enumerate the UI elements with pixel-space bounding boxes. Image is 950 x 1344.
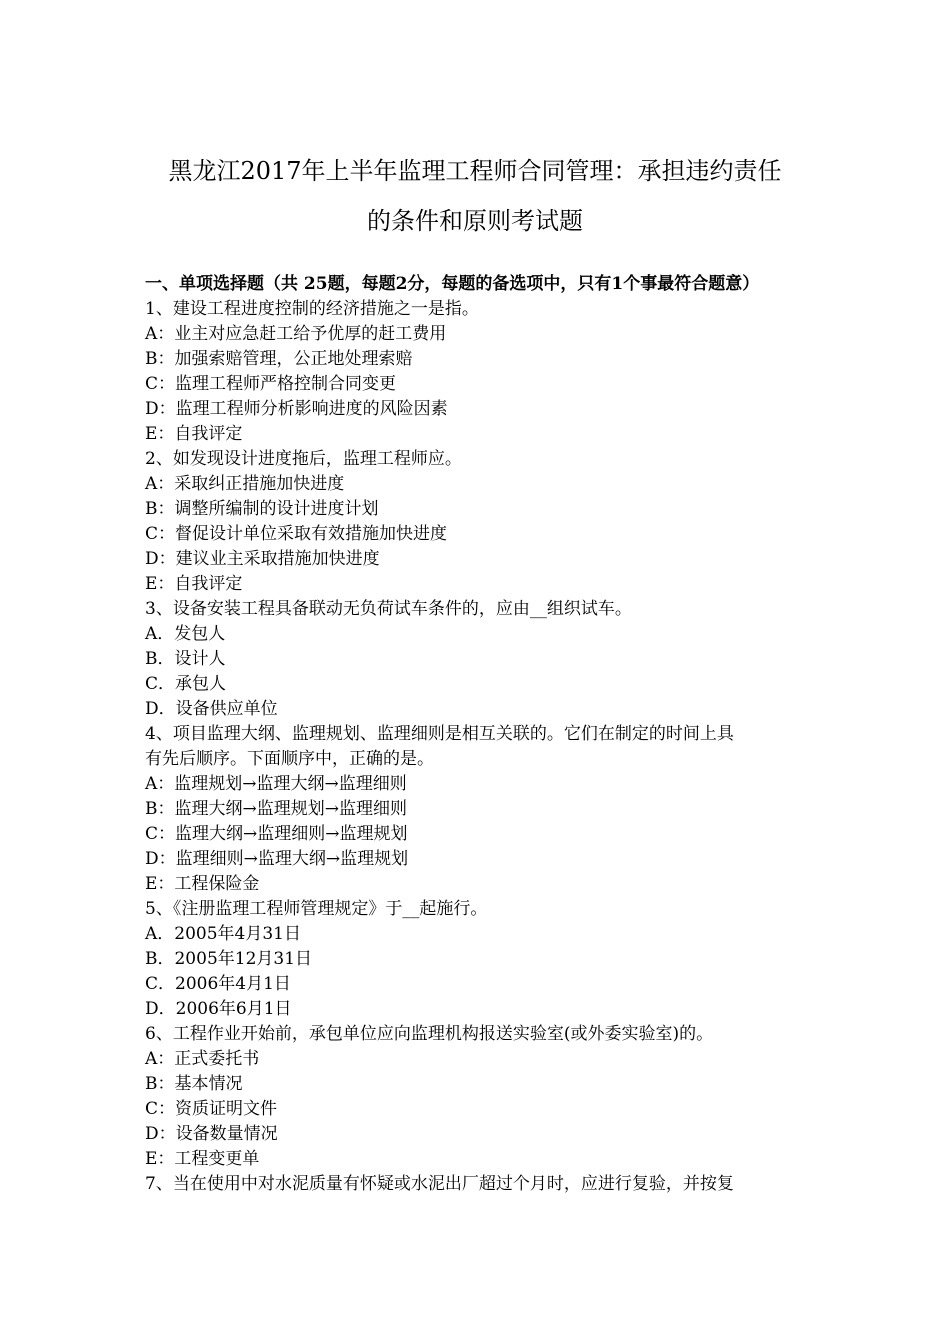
text-line: A：监理规划→监理大纲→监理细则 <box>145 774 407 794</box>
text-line: C：资质证明文件 <box>145 1099 278 1119</box>
text-line: C．2006年4月1日 <box>145 974 291 994</box>
text-line: E：工程保险金 <box>145 874 260 894</box>
text-line: D：设备数量情况 <box>145 1124 278 1144</box>
title-line-1: 黑龙江2017年上半年监理工程师合同管理：承担违约责任 <box>168 157 782 185</box>
text-line: A．发包人 <box>145 624 226 644</box>
text-line: E：自我评定 <box>145 424 243 444</box>
text-line: D：建议业主采取措施加快进度 <box>145 549 380 569</box>
text-line: B：监理大纲→监理规划→监理细则 <box>145 799 407 819</box>
section-heading: 一、单项选择题（共 25题，每题2分，每题的备选项中，只有1个事最符合题意） <box>145 274 760 294</box>
text-line: 7、当在使用中对水泥质量有怀疑或水泥出厂超过个月时，应进行复验，并按复 <box>145 1174 734 1194</box>
text-line: 2、如发现设计进度拖后，监理工程师应。 <box>145 449 462 469</box>
text-line: 4、项目监理大纲、监理规划、监理细则是相互关联的。它们在制定的时间上具 <box>145 724 734 744</box>
text-line: A：正式委托书 <box>145 1049 260 1069</box>
text-line: C：督促设计单位采取有效措施加快进度 <box>145 524 448 544</box>
text-line: D：监理细则→监理大纲→监理规划 <box>145 849 409 869</box>
title-line-2: 的条件和原则考试题 <box>367 207 583 235</box>
text-line: A．2005年4月31日 <box>145 924 301 944</box>
question-list <box>145 297 807 1197</box>
text-line: D．2006年6月1日 <box>145 999 292 1019</box>
text-line: 有先后顺序。下面顺序中，正确的是。 <box>145 749 434 769</box>
document-title <box>120 146 830 246</box>
document-body <box>145 272 807 1197</box>
text-line: B．2005年12月31日 <box>145 949 313 969</box>
text-line: E：自我评定 <box>145 574 243 594</box>
text-line: C．承包人 <box>145 674 227 694</box>
text-line: 6、工程作业开始前，承包单位应向监理机构报送实验室(或外委实验室)的。 <box>145 1024 714 1044</box>
text-line: D．设备供应单位 <box>145 699 278 719</box>
text-line: B：基本情况 <box>145 1074 243 1094</box>
text-line: 5、《注册监理工程师管理规定》于__起施行。 <box>145 899 488 919</box>
text-line: 1、建设工程进度控制的经济措施之一是指。 <box>145 299 479 319</box>
text-line: B：调整所编制的设计进度计划 <box>145 499 379 519</box>
text-line: D：监理工程师分析影响进度的风险因素 <box>145 399 448 419</box>
text-line: C：监理工程师严格控制合同变更 <box>145 374 397 394</box>
text-line: A：采取纠正措施加快进度 <box>145 474 345 494</box>
text-line: A：业主对应急赶工给予优厚的赶工费用 <box>145 324 447 344</box>
text-line: B：加强索赔管理，公正地处理索赔 <box>145 349 413 369</box>
text-line: C：监理大纲→监理细则→监理规划 <box>145 824 408 844</box>
text-line: B．设计人 <box>145 649 226 669</box>
text-line: E：工程变更单 <box>145 1149 260 1169</box>
text-line: 3、设备安装工程具备联动无负荷试车条件的，应由__组织试车。 <box>145 599 632 619</box>
